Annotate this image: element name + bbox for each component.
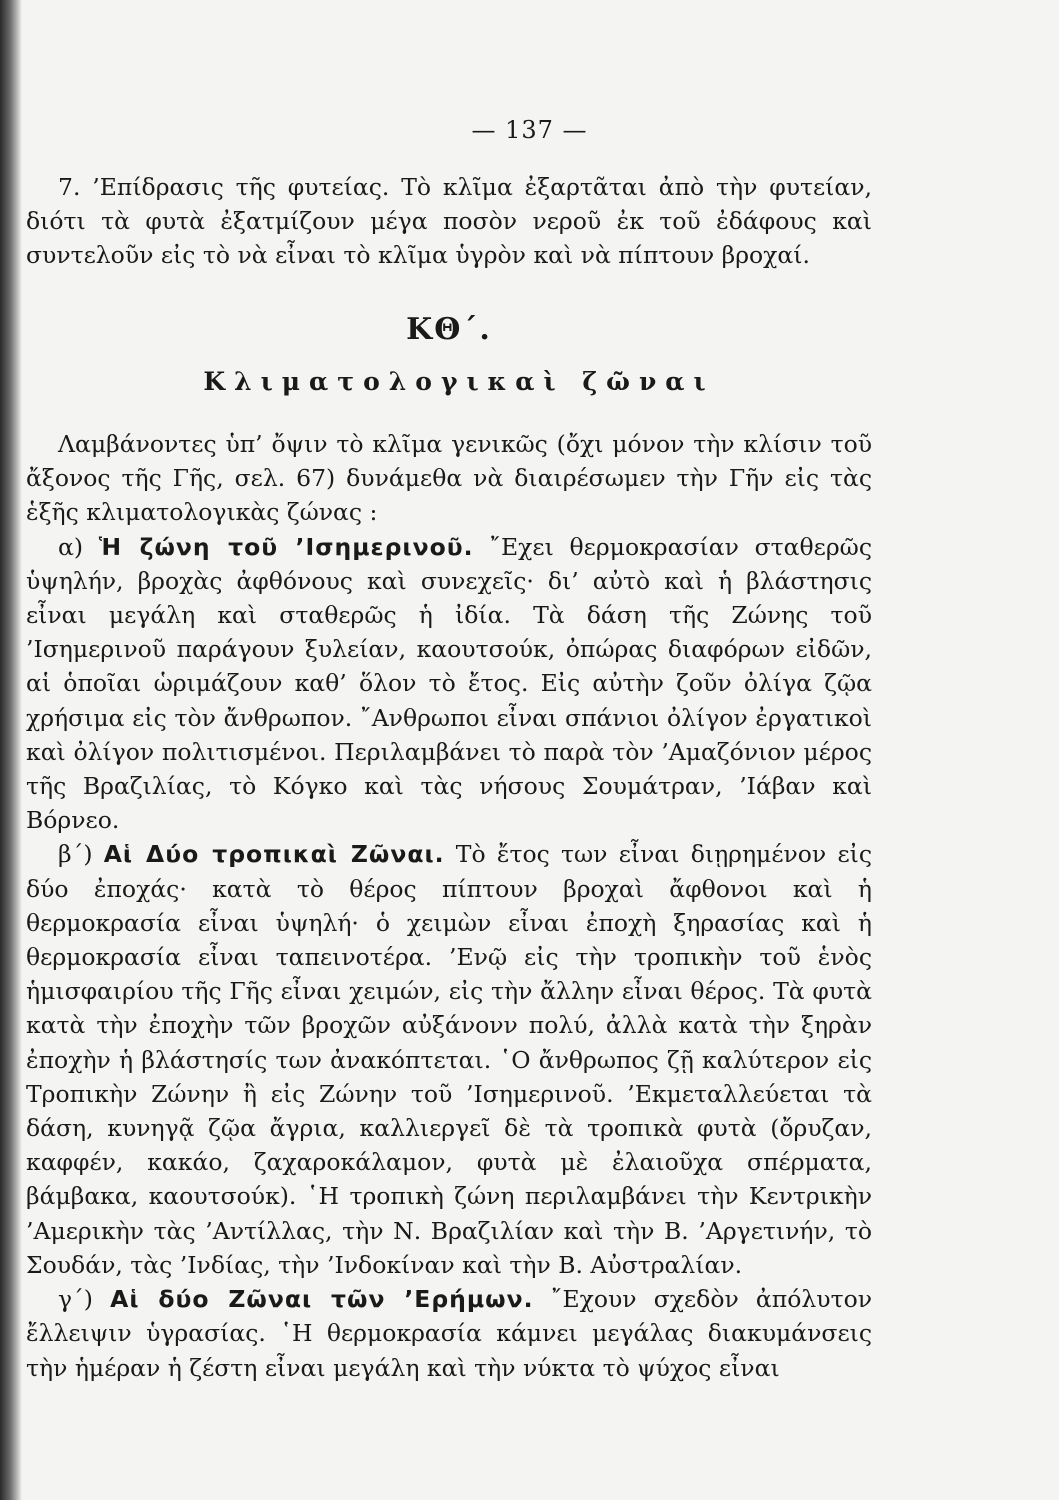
paragraph-intro: Λαμβάνοντες ὑπ’ ὄψιν τὸ κλῖμα γενικῶς (ὄχι μόνον τὴν κλίσιν τοῦ ἄξονος τῆς Γῆς, σελ. 67) δυνάμεθα νὰ διαιρέσωμεν τὴν Γῆν εἰς τὰς ἑξῆς κλιματολογικὰς ζώνας : [26, 430, 872, 527]
zone-b-prefix: β΄) [58, 840, 104, 869]
chapter-number: ΚΘ΄. [406, 311, 492, 347]
zone-a-heading: Ἡ ζώνη τοῦ ’Ισημερινοῦ. [98, 532, 474, 561]
page-body [26, 170, 872, 1385]
page-binding-shadow [0, 0, 22, 1500]
zone-c-heading: Αἱ δύο Ζῶναι τῶν ’Ερήμων. [110, 1285, 534, 1314]
zone-c-text: ῎Εχουν σχεδὸν ἀπόλυτον ἔλλειψιν ὑγρασίας. ῾Η θερμοκρασία κάμνει μεγάλας διακυμάνσεις τὴν ἡμέραν ἡ ζέστη εἶναι μεγάλη καὶ τὴν νύκτα τὸ ψύχος εἶναι [26, 1285, 873, 1382]
paragraph-zone-c [26, 1282, 872, 1385]
zone-c-prefix: γ΄) [58, 1285, 111, 1314]
zone-b-text: Τὸ ἔτος των εἶναι διῃρημένον εἰς δύο ἐποχάς· κατὰ τὸ θέρος πίπτουν βροχαὶ ἄφθονοι καὶ ἡ θερμοκρασία εἶναι ὑψηλή· ὁ χειμὼν εἶναι ἐποχὴ ξηρασίας καὶ ἡ θερμοκρασία εἶναι ταπεινοτέρα. ’Ενῷ εἰς τὴν τροπικὴν τοῦ ἑνὸς ἡμισφαιρίου τῆς Γῆς εἶναι χειμών, εἰς τὴν ἄλλην εἶναι θέρος. Τὰ φυτὰ κατὰ τὴν ἐποχὴν τῶν βροχῶν αὐξάνονν πολύ, ἀλλὰ κατὰ τὴν ξηρὰν ἐποχὴν ἡ βλάστησίς των ἀνακόπτεται. ῾Ο ἄνθρωπος ζῇ καλύτερον εἰς Τροπικὴν Ζώνην ἢ εἰς Ζώνην τοῦ ’Ισημερινοῦ. ’Εκμεταλλεύεται τὰ δάση, κυνηγᾷ ζῷα ἄγρια, καλλιεργεῖ δὲ τὰ τροπικὰ φυτὰ (ὄρυζαν, καφφέν, κακάο, ζαχαροκάλαμον, φυτὰ μὲ ἐλαιοῦχα σπέρματα, βάμβακα, καουτσούκ). ῾Η τροπικὴ ζώνη περιλαμβάνει τὴν Κεντρικὴν ’Αμερικὴν τὰς ’Αντίλλας, τὴν Ν. Βραζιλίαν καὶ τὴν Β. ’Αργετινήν, τὸ Σουδάν, τὰς ’Ινδίας, τὴν ’Ινδοκίναν καὶ τὴν Β. Αὐστραλίαν. [26, 840, 872, 1279]
zone-b-heading: Αἱ Δύο τροπικαὶ Ζῶναι. [103, 840, 445, 869]
chapter-title: Κλιματολογικαὶ ζῶναι [203, 366, 715, 396]
zone-a-prefix: α) [58, 532, 99, 561]
page-number: — 137 — [471, 116, 588, 144]
zone-a-text: ῎Εχει θερμοκρασίαν σταθερῶς ὑψηλήν, βροχὰς ἀφθόνους καὶ συνεχεῖς· δι’ αὐτὸ καὶ ἡ βλάστησις εἶναι μεγάλη καὶ σταθερῶς ἡ ἰδία. Τὰ δάση τῆς Ζώνης τοῦ ’Ισημερινοῦ παράγουν ξυλείαν, καουτσούκ, ὀπώρας διαφόρων εἰδῶν, αἱ ὁποῖαι ὡριμάζουν καθ’ ὅλον τὸ ἔτος. Εἰς αὐτὴν ζοῦν ὀλίγα ζῷα χρήσιμα εἰς τὸν ἄνθρωπον. ῎Ανθρωποι εἶναι σπάνιοι ὀλίγον ἐργατικοὶ καὶ ὀλίγον πολιτισμένοι. Περιλαμβάνει τὸ παρὰ τὸν ’Αμαζόνιον μέρος τῆς Βραζιλίας, τὸ Κόγκο καὶ τὰς νήσους Σουμάτραν, ’Ιάβαν καὶ Βόρνεο. [26, 532, 872, 835]
paragraph-section-7: 7. ’Επίδρασις τῆς φυτείας. Τὸ κλῖμα ἐξαρτᾶται ἀπὸ τὴν φυτείαν, διότι τὰ φυτὰ ἐξατμίζουν μέγα ποσὸν νεροῦ ἐκ τοῦ ἐδάφους καὶ συντελοῦν εἰς τὸ νὰ εἶναι τὸ κλῖμα ὑγρὸν καὶ νὰ πίπτουν βροχαί. [26, 173, 872, 270]
paragraph-zone-b [26, 837, 872, 1282]
paragraph-zone-a [26, 530, 872, 838]
